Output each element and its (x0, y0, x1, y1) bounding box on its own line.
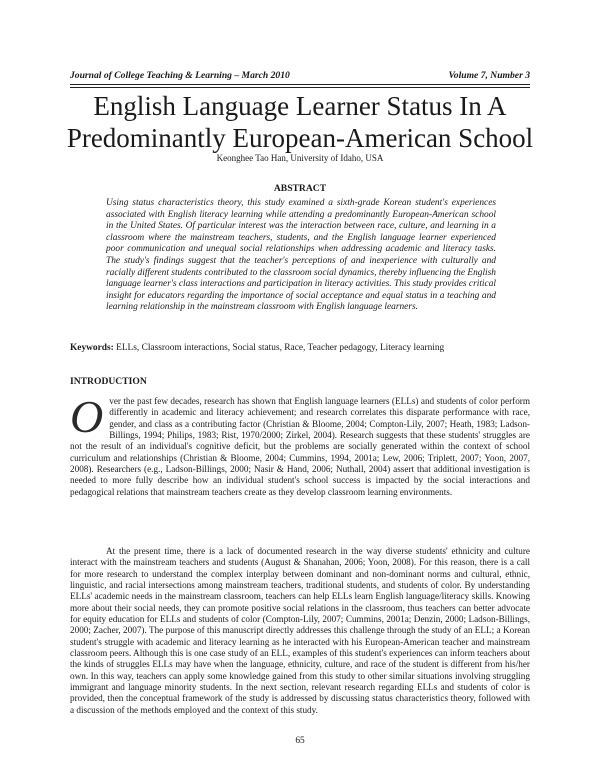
volume-number: Volume 7, Number 3 (448, 70, 530, 81)
abstract-text: Using status characteristics theory, this study examined a sixth-grade Korean student's experiences associated with English literacy learning while attending a predominantly European-American school in the United States. Of particular interest was the interaction between race, culture, and learning in a classroom where the mainstream teachers, students, and the English language learner experienced poor communication and unequal social relationships when addressing academic and literacy tasks. The study's findings suggest that the teacher's perceptions of and inexperience with culturally and racially different students contributed to the classroom social dynamics, thereby influencing the English language learner's class interactions and participation in literacy activities. This study provides critical insight for educators regarding the importance of social acceptance and equal status in a teaching and learning relationship in the mainstream classroom with English language learners. (106, 198, 496, 313)
keywords-text: ELLs, Classroom interactions, Social status, Race, Teacher pedagogy, Literacy learning (116, 343, 445, 353)
article-title (60, 90, 540, 154)
body-paragraph-1 (70, 391, 530, 498)
author-affiliation: Keonghee Tao Han, University of Idaho, USA (216, 153, 384, 163)
drop-cap-letter: O (70, 391, 104, 442)
header-rule-bottom (70, 87, 530, 88)
title-line-2: Predominantly European-American School (66, 123, 534, 153)
keywords-line (70, 343, 530, 353)
body-paragraph-2: At the present time, there is a lack of documented research in the way diverse students' ethnicity and culture interact with the mainstream teachers and students (August & Shanahan, 2006; Yoon, 2008). For this reason, there is a call for more research to understand the complex interplay between dominant and non-dominant norms and cultural, ethnic, linguistic, and racial intersections among mainstream teachers, traditional students, and students of color. By understanding ELLs' academic needs in the mainstream classroom, teachers can help ELLs learn English language/literacy skills. Knowing more about their social needs, they can promote positive social relations in the classroom, thus teachers can better advocate for equity education for ELLs and students of color (Compton-Lily, 2007; Cummins, 2001a; Denzin, 2000; Ladson-Billings, 2000; Zacher, 2007). The purpose of this manuscript directly addresses this challenge through the study of an ELL; a Korean student's struggle with academic and literacy learning as he interacted with his European-American teacher and mainstream classroom peers. Although this is one case study of an ELL, examples of this student's experiences can inform teachers about the kinds of struggles ELLs may have when the language, ethnicity, culture, and race of the student is different from his/her own. In this way, teachers can apply some knowledge gained from this study to other similar situations involving struggling immigrant and language minority students. In the next section, relevant research regarding ELLs and students of color is provided, then the conceptual framework of the study is addressed by discussing status characteristics theory, followed with a discussion of the methods employed and the context of this study. (70, 546, 530, 715)
keywords-label: Keywords: (70, 343, 114, 353)
journal-name: Journal of College Teaching & Learning – March 2010 (70, 70, 290, 81)
abstract-heading: ABSTRACT (273, 183, 327, 194)
page-number: 65 (295, 736, 305, 746)
paragraph-1-text: ver the past few decades, research has shown that English language learners (ELLs) and students of color perform differently in academic and literacy achievement; and research correlates this disparate performance with race, gender, and class as a contributing factor (Christian & Bloome, 2004; Compton-Lily, 2007; Heath, 1983; Ladson-Billings, 1994; Philips, 1983; Rist, 1970/2000; Zirkel, 2004). Research suggests that these students' struggles are not the result of an individual's cognitive deficit, but the problems are socially generated within the context of school curriculum and relationships (Christian & Bloome, 2004; Cummins, 1994, 2001a; Lew, 2006; Triplett, 2007; Yoon, 2007, 2008). Researchers (e.g., Ladson-Billings, 2000; Nasir & Hand, 2006; Nuthall, 2004) assert that additional investigation is needed to more fully describe how an individual student's school success is impacted by the social interactions and pedagogical relations that mainstream teachers create as they develop classroom learning environments. (70, 396, 530, 497)
header-rule-top (70, 84, 530, 85)
title-line-1: English Language Learner Status In A (93, 91, 507, 121)
section-heading-introduction: INTRODUCTION (70, 376, 147, 387)
